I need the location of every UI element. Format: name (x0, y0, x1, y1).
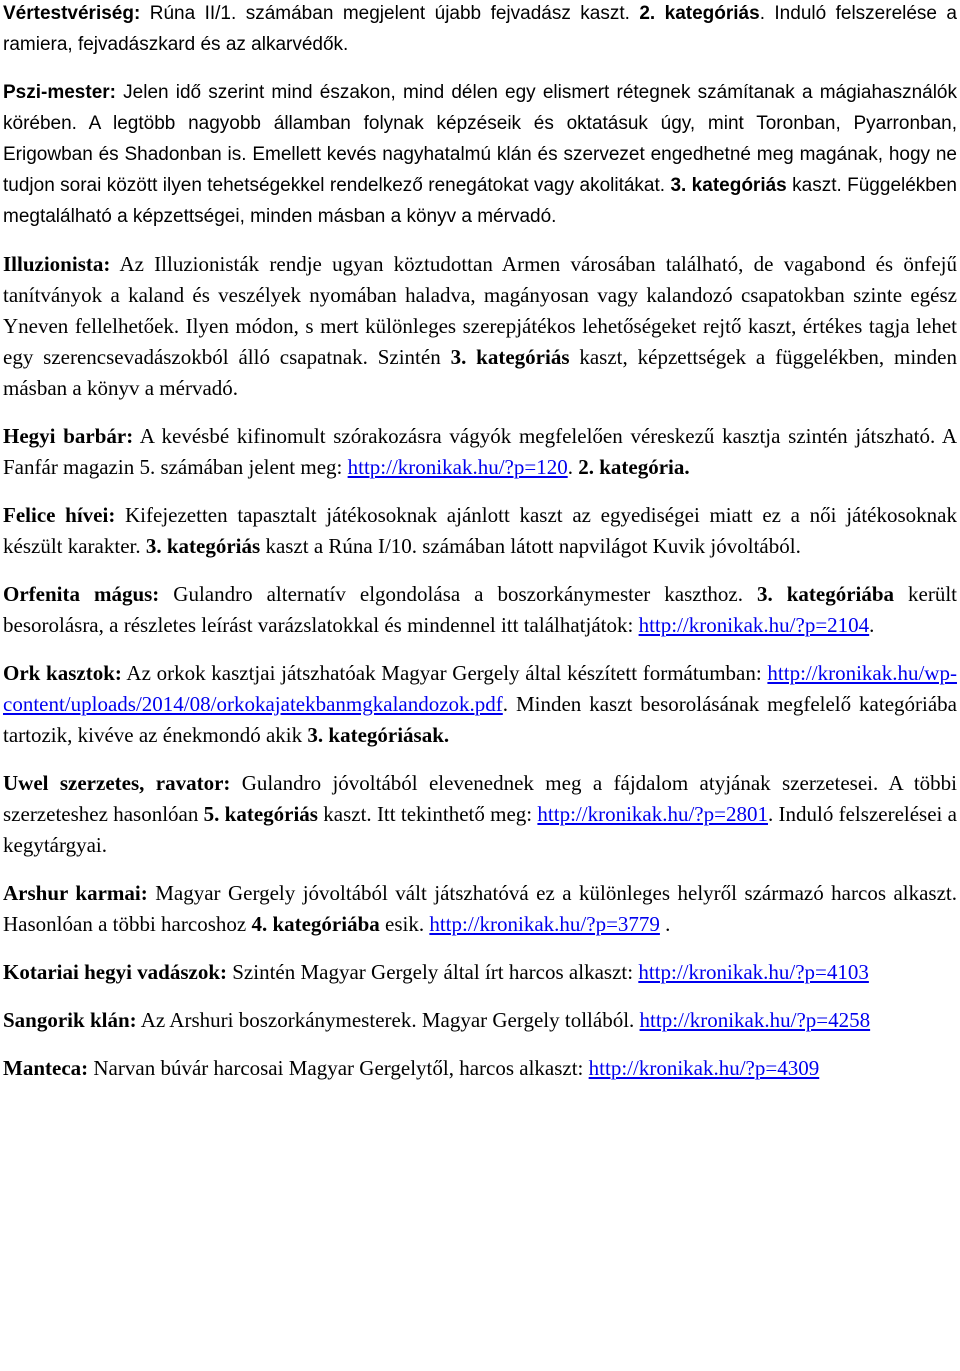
text-run: esik. (379, 912, 430, 936)
text-run: Jelen idő szerint mind északon, mind délen egy elismert rétegnek számítanak a mágiahasználók körében. A legtöbb nagyobb államban folynak képzéseik és oktatásuk úgy, mint Toronban, Pyarronban, Erigowban és Shadonban is. Emellett kevés nagyhatalmú klán és szervezet engedhetné meg magának, hogy ne tudjon sorai között ilyen tehetségekkel rendelkező renegátokat vagy akolitákat. (3, 82, 957, 196)
text-run: Az Illuzionisták rendje ugyan köztudottan Armen városában található, de vagabond és önfejű tanítványok a kaland és veszélyek nyomában haladva, magányosan vagy kalandozó csapatokban szinte egész Yneven fellelhetőek. Ilyen módon, s mert különleges szerepjátékos lehetőségeket rejtő kaszt, értékes tagja lehet egy szerencsevadászokból álló csapatnak. Szintén (3, 252, 957, 369)
text-run: Kifejezetten tapasztalt játékosoknak ajánlott kaszt az egyediségei miatt ez a női játékosoknak készült karakter. (3, 503, 958, 558)
text-run: Rúna II/1. számában megjelent újabb fejvadász kaszt. (140, 3, 640, 24)
link-manteca[interactable]: http://kronikak.hu/?p=4309 (588, 1056, 820, 1080)
heading-sangorik-klan: Sangorik klán: (3, 1008, 137, 1032)
text-run: . (659, 912, 671, 936)
category-label: 2. kategória. (578, 455, 690, 479)
category-label: 5. kategóriás (203, 802, 318, 826)
text-run: Az Arshuri boszorkánymesterek. Magyar Gergely tollából. (136, 1008, 640, 1032)
text-run: . Minden kaszt besorolásának megfelelő kategóriába tartozik, kivéve az énekmondó akik (3, 692, 957, 747)
category-label: 3. kategóriás (450, 345, 570, 369)
heading-manteca: Manteca: (3, 1056, 89, 1080)
text-run: Magyar Gergely jóvoltából vált játszhatóvá ez a különleges helyről származó harcos alkaszt. Hasonlóan a többi harcoshoz (3, 881, 958, 936)
category-label: 3. kategóriás (670, 175, 787, 196)
text-run: Az orkok kasztjai játszhatóak Magyar Gergely által készített formátumban: (121, 661, 768, 685)
link-kotariai-hegyi-vadaszok[interactable]: http://kronikak.hu/?p=4103 (638, 960, 869, 984)
heading-uwel-szerzetes: Uwel szerzetes, ravator: (3, 771, 231, 795)
text-run: kaszt. Függelékben megtalálható a képzettségei, minden másban a könyv a mérvadó. (3, 175, 957, 227)
heading-pszi-mester: Pszi-mester: (3, 82, 116, 103)
text-run: . (567, 455, 579, 479)
text-run: kaszt. Itt tekinthető meg: (317, 802, 538, 826)
paragraph-sangorik-klan (3, 1005, 957, 1036)
link-sangorik-klan[interactable]: http://kronikak.hu/?p=4258 (639, 1008, 871, 1032)
paragraph-manteca (3, 1053, 957, 1084)
heading-illuzionista: Illuzionista: (3, 252, 111, 276)
link-hegyi-barbar[interactable]: http://kronikak.hu/?p=120 (347, 455, 568, 479)
category-label: 3. kategóriásak. (307, 723, 450, 747)
category-label: 4. kategóriába (251, 912, 380, 936)
text-run: . (869, 613, 875, 637)
text-run: Gulandro alternatív elgondolása a boszorkánymester kaszthoz. (159, 582, 757, 606)
paragraph-hegyi-barbar (3, 421, 957, 483)
text-run: kaszt, képzettségek a függelékben, minden másban a könyv a mérvadó. (3, 345, 957, 400)
text-run: . Induló felszerelése a ramiera, fejvadászkard és az alkarvédők. (3, 3, 958, 55)
paragraph-felice-hivei (3, 500, 957, 562)
paragraph-vertestveriseg (3, 0, 957, 60)
heading-vertestveriseg: Vértestvériség: (3, 3, 141, 24)
link-arshur-karmai[interactable]: http://kronikak.hu/?p=3779 (429, 912, 660, 936)
text-run: Narvan búvár harcosai Magyar Gergelytől, harcos alkaszt: (88, 1056, 589, 1080)
category-label: 2. kategóriás (639, 3, 760, 24)
paragraph-illuzionista (3, 249, 957, 404)
category-label: 3. kategóriás (145, 534, 261, 558)
paragraph-ork-kasztok (3, 658, 957, 751)
link-uwel-szerzetes[interactable]: http://kronikak.hu/?p=2801 (537, 802, 768, 826)
text-run: . Induló felszerelései a kegytárgyai. (3, 802, 957, 857)
category-label: 3. kategóriába (756, 582, 895, 606)
link-ork-kasztok[interactable]: http://kronikak.hu/wp-content/uploads/2014/08/orkokajatekbanmgkalandozok.pdf (3, 661, 957, 716)
heading-hegyi-barbar: Hegyi barbár: (3, 424, 134, 448)
heading-arshur-karmai: Arshur karmai: (3, 881, 148, 905)
heading-ork-kasztok: Ork kasztok: (3, 661, 122, 685)
text-run: került besorolásra, a részletes leírást varázslatokkal és mindennel itt találhatjátok: (3, 582, 958, 637)
text-run: A kevésbé kifinomult szórakozásra vágyók megfelelően véreskezű kasztja szintén játszható. A Fanfár magazin 5. számában jelent meg: (3, 424, 957, 479)
paragraph-kotariai-hegyi-vadaszok (3, 957, 957, 988)
heading-orfenita-magus: Orfenita mágus: (3, 582, 160, 606)
heading-felice-hivei: Felice hívei: (3, 503, 116, 527)
paragraph-arshur-karmai (3, 878, 957, 940)
paragraph-uwel-szerzetes (3, 768, 957, 861)
text-run: kaszt a Rúna I/10. számában látott napvilágot Kuvik jóvoltából. (260, 534, 801, 558)
paragraph-pszi-mester (3, 77, 957, 232)
link-orfenita-magus[interactable]: http://kronikak.hu/?p=2104 (638, 613, 870, 637)
paragraph-orfenita-magus (3, 579, 957, 641)
heading-kotariai-hegyi-vadaszok: Kotariai hegyi vadászok: (3, 960, 227, 984)
text-run: Szintén Magyar Gergely által írt harcos alkaszt: (227, 960, 639, 984)
text-run: Gulandro jóvoltából elevenednek meg a fájdalom atyjának szerzetesei. A többi szerzeteshez hasonlóan (3, 771, 957, 826)
